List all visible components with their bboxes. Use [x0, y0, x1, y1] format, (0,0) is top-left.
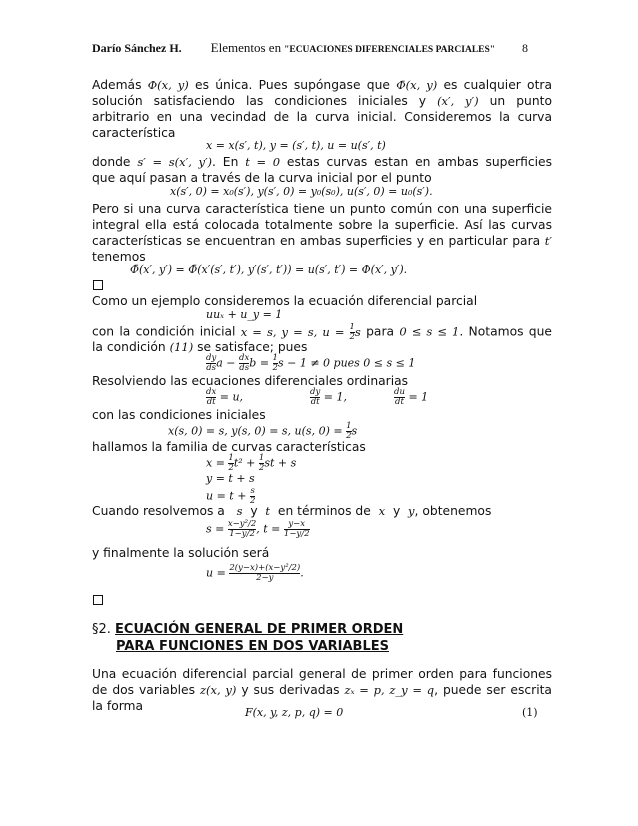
p1-line-1: Además Φ(x, y) es única. Pues supóngase que Φ̄(x, y) es cualquier otra	[92, 78, 552, 92]
p2-line-5: con las condiciones iniciales	[92, 408, 266, 422]
p1-line-5: donde s′ = s(x′, y′). En t = 0 estas curvas estan en ambas superficies	[92, 155, 552, 169]
header-title-prefix: Elementos en	[210, 40, 282, 55]
p2-line-2: con la condición inicial x = s, y = s, u = $\frac{1}{2}$ s para 0 ≤ s ≤ 1. Notamos que	[92, 323, 552, 339]
p3-line-1: Una ecuación diferencial parcial general de primer orden para funciones	[92, 667, 552, 681]
running-header	[92, 40, 552, 56]
p2-equation-1: uuₓ + u_y = 1	[206, 308, 283, 321]
p3-line-2: de dos variables z(x, y) y sus derivadas zₓ = p, z_y = q, puede ser escrita	[92, 683, 552, 697]
header-title-course: "ECUACIONES DIFERENCIALES PARCIALES"	[284, 45, 496, 55]
p1-equation-1: x = x(s′, t), y = (s′, t), u = u(s′, t)	[206, 139, 386, 152]
p2-equation-4: x(s, 0) = s, y(s, 0) = s, u(s, 0) = $\frac{1}{2}$ s	[168, 421, 358, 441]
p1-line-6: que aquí pasan a través de la curva inicial por el punto	[92, 171, 432, 185]
p1-line-4: característica	[92, 126, 176, 140]
p1-line-8: integral ella está colocada totalmente sobre la superficie. Así las curvas	[92, 218, 552, 232]
p1-line-3: arbitrario en una vecindad de la curva inicial. Consideremos la curva	[92, 110, 552, 124]
section-heading-line-2	[116, 639, 389, 654]
p2-equation-6: s = $\frac{\text{x−y²/2}}{1-y/2}$ , t = $\frac{y-x}{1-y/2}$	[206, 519, 310, 539]
p3-equation-main: F(x, y, z, p, q) = 0	[245, 706, 344, 719]
p1-line-2: solución satisfaciendo las condiciones iniciales y (x′, y′) un punto	[92, 94, 552, 108]
section-title-line-2: PARA FUNCIONES EN DOS VARIABLES	[116, 639, 389, 654]
p2-line-4: Resolviendo las ecuaciones diferenciales ordinarias	[92, 374, 409, 388]
p2-line-6: hallamos la familia de curvas características	[92, 440, 366, 454]
p2-line-3: la condición (11) se satisface; pues	[92, 340, 308, 354]
p2-line-8: y finalmente la solución será	[92, 546, 270, 560]
p2-equation-5b: y = t + s	[206, 472, 255, 485]
p1-line-9: características se encuentran en ambas superficies y en particular para t′	[92, 234, 552, 248]
p1-equation-3: Φ̄(x′, y′) = Φ̄(x′(s′, t′), y′(s′, t′)) = u(s′, t′) = Φ(x′, y′).	[130, 263, 408, 276]
section-heading	[92, 622, 403, 637]
p2-equation-5a: x = $\frac{1}{2}$ t² + $\frac{1}{2}$ st + s	[206, 453, 297, 473]
qed-square-icon-2	[93, 595, 103, 605]
qed-square-icon	[93, 280, 103, 290]
section-title-line-1: ECUACIÓN GENERAL DE PRIMER ORDEN	[115, 622, 404, 637]
p1-line-7: Pero si una curva característica tiene un punto común con una superficie	[92, 202, 552, 216]
p2-equation-7: u = $\frac{\text{2(y−x)+(x−y²/2)}}{2-y}$ .	[206, 563, 304, 583]
header-page-number: 8	[522, 41, 529, 55]
p2-equation-3: $\frac{dx}{dt}$ = u, $\frac{dy}{dt}$ = 1, $\frac{du}{dt}$ = 1	[206, 387, 429, 407]
p1-equation-2: x(s′, 0) = x₀(s′), y(s′, 0) = y₀(s₀), u(s′, 0) = u₀(s′).	[170, 185, 433, 198]
p3-line-3: la forma	[92, 699, 144, 713]
p3-equation-number: (1)	[522, 706, 538, 719]
p1-line-10: tenemos	[92, 250, 146, 264]
section-number: §2.	[92, 622, 111, 637]
p2-line-1: Como un ejemplo consideremos la ecuación diferencial parcial	[92, 294, 478, 308]
p2-equation-2: $\frac{dy}{ds}$ a − $\frac{dx}{ds}$ b = $\frac{1}{2}$ s − 1 ≠ 0 pues 0 ≤ s ≤ 1	[206, 353, 416, 373]
header-author: Darío Sánchez H.	[92, 41, 182, 55]
p2-equation-5c: u = t + $\frac{s}{2}$	[206, 486, 256, 506]
p2-line-7: Cuando resolvemos a s y t en términos de x y y, obtenemos	[92, 504, 492, 518]
